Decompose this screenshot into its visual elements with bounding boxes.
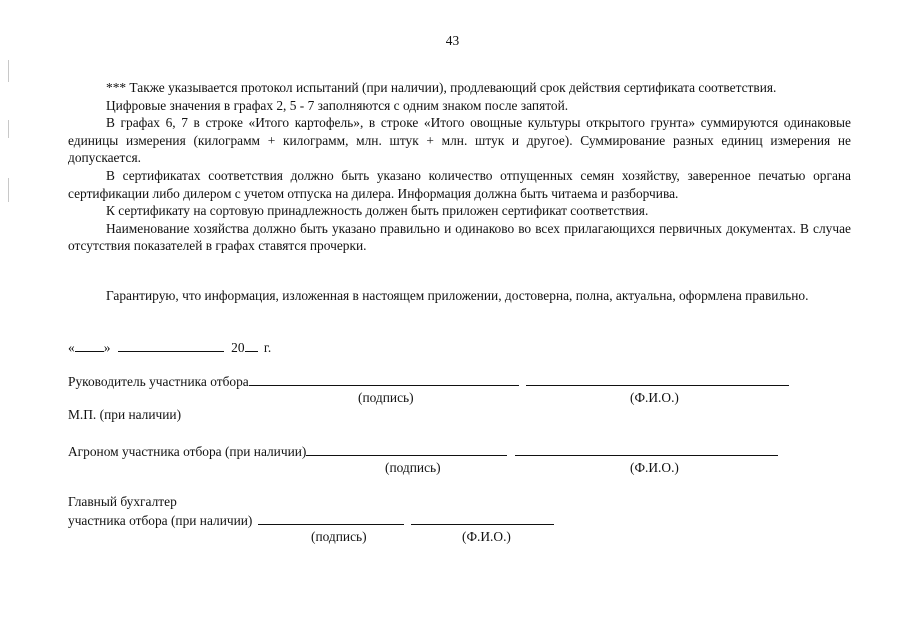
agronomist-name-blank[interactable] [515, 443, 778, 456]
accountant-label-1: Главный бухгалтер [68, 494, 177, 509]
date-close-quote: » [103, 340, 111, 355]
head-signature-line [68, 373, 789, 390]
note-paragraph-4: В сертификатах соответствия должно быть указано количество отпущенных семян хозяйству, заверенное печатью органа сертификации либо дилером с учетом отпуска на дилера. Информация должна быть читаема и разборчива. [68, 167, 851, 201]
note-paragraph-6: Наименование хозяйства должно быть указано правильно и одинаково во всех прилагающихся первичных документах. В случае отсутствия показателей в графах ставятся прочерки. [68, 220, 851, 254]
note-paragraph-1: *** Также указывается протокол испытаний (при наличии), продлевающий срок действия сертификата соответствия. [106, 80, 777, 95]
year-blank[interactable] [245, 339, 258, 352]
agronomist-signature-line [68, 443, 778, 460]
agronomist-signature-blank[interactable] [306, 443, 507, 456]
year-prefix: 20 [231, 340, 245, 355]
agronomist-label: Агроном участника отбора (при наличии) [68, 444, 307, 459]
year-suffix: г. [263, 340, 272, 355]
accountant-name-blank[interactable] [411, 512, 554, 525]
note-paragraph-5: К сертификату на сортовую принадлежность должен быть приложен сертификат соответствия. [106, 203, 649, 219]
head-signature-caption: (подпись) [358, 390, 414, 405]
accountant-label-2: участника отбора (при наличии) [68, 513, 253, 528]
stamp-label: М.П. (при наличии) [68, 407, 182, 422]
accountant-signature-caption: (подпись) [311, 529, 367, 544]
head-name-caption: (Ф.И.О.) [630, 390, 679, 405]
note-paragraph-2: Цифровые значения в графах 2, 5 - 7 заполняются с одним знаком после запятой. [106, 97, 569, 113]
notes-section [68, 79, 851, 255]
scan-margin-marks [8, 60, 10, 220]
accountant-signature-line [68, 512, 554, 529]
head-signature-blank[interactable] [249, 373, 519, 386]
head-label: Руководитель участника отбора [68, 374, 249, 389]
note-paragraph-3: В графах 6, 7 в строке «Итого картофель», в строке «Итого овощные культуры открытого грунта» суммируются одинаковые единицы измерения (килограмм + килограмм, млн. штук + млн. штук и другое). Суммирование разных единиц измерения не допускается. [68, 115, 851, 166]
accountant-name-caption: (Ф.И.О.) [462, 529, 511, 544]
page-number: 43 [445, 33, 460, 48]
month-blank[interactable] [118, 339, 224, 352]
agronomist-name-caption: (Ф.И.О.) [630, 460, 679, 475]
accountant-signature-blank[interactable] [258, 512, 404, 525]
date-open-quote: « [68, 340, 75, 355]
head-name-blank[interactable] [526, 373, 789, 386]
agronomist-signature-caption: (подпись) [385, 460, 441, 475]
day-blank[interactable] [75, 339, 104, 352]
guarantee-section [68, 287, 851, 305]
date-line [68, 339, 271, 356]
guarantee-statement: Гарантирую, что информация, изложенная в настоящем приложении, достоверна, полна, актуальна, оформлена правильно. [106, 288, 809, 303]
